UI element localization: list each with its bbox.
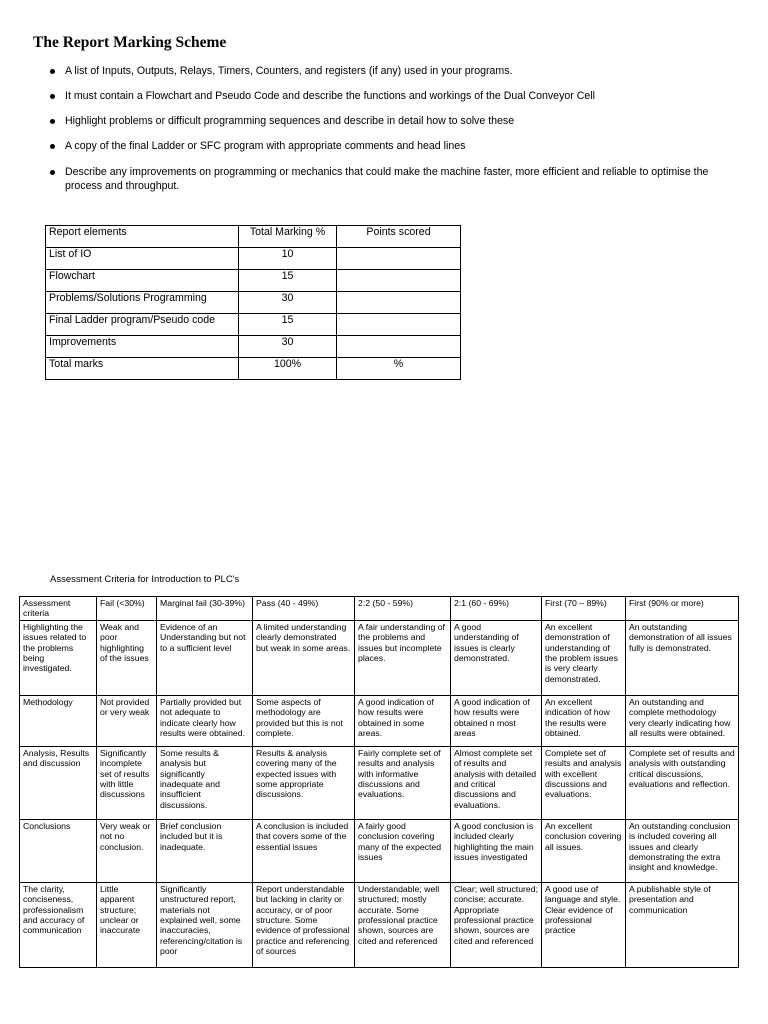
table-cell: Complete set of results and analysis with excellent discussions and evaluations.: [542, 746, 626, 819]
table-cell: A good use of language and style. Clear evidence of professional practice: [542, 882, 626, 967]
table-row: [46, 248, 461, 270]
table-cell: 15: [239, 270, 337, 292]
table-row: [20, 819, 739, 882]
table-cell: Weak and poor highlighting of the issues: [97, 620, 157, 695]
table-cell: A good indication of how results were obtained in some areas.: [355, 695, 451, 746]
table-cell: Not provided or very weak: [97, 695, 157, 746]
table-cell: Evidence of an Understanding but not to a sufficient level: [157, 620, 253, 695]
list-item: Highlight problems or difficult programming sequences and describe in detail how to solve these: [38, 114, 738, 128]
table-cell: Significantly unstructured report, materials not explained well, some inaccuracies, referencing/citation is poor: [157, 882, 253, 967]
table-cell: Complete set of results and analysis with outstanding critical discussions, evaluations and reflection.: [626, 746, 739, 819]
table-header-cell: 2:1 (60 - 69%): [451, 597, 542, 621]
table-header-cell: Fail (<30%): [97, 597, 157, 621]
table-cell: Clear; well structured; concise; accurate. Appropriate professional practice shown, sources are cited and referenced: [451, 882, 542, 967]
table-cell: Fairly complete set of results and analysis with informative discussions and evaluations.: [355, 746, 451, 819]
table-cell: An excellent indication of how the results were obtained.: [542, 695, 626, 746]
requirements-list: [38, 64, 738, 204]
page-title: The Report Marking Scheme: [33, 34, 227, 51]
table-cell: 10: [239, 248, 337, 270]
table-row: [46, 270, 461, 292]
table-cell: The clarity, conciseness, professionalism and accuracy of communication: [20, 882, 97, 967]
table-header-cell: First (70 – 89%): [542, 597, 626, 621]
table-cell: Methodology: [20, 695, 97, 746]
table-header-cell: First (90% or more): [626, 597, 739, 621]
table-cell: A publishable style of presentation and communication: [626, 882, 739, 967]
table-cell: 15: [239, 314, 337, 336]
table-cell: Significantly incomplete set of results with little discussions: [97, 746, 157, 819]
table-row: [20, 746, 739, 819]
table-row: [20, 695, 739, 746]
table-cell: Improvements: [46, 336, 239, 358]
table-row: [20, 620, 739, 695]
table-cell: Total marks: [46, 358, 239, 380]
criteria-caption: Assessment Criteria for Introduction to PLC's: [50, 574, 240, 585]
table-cell: A fair understanding of the problems and issues but incomplete places.: [355, 620, 451, 695]
list-item: It must contain a Flowchart and Pseudo Code and describe the functions and workings of the Dual Conveyor Cell: [38, 89, 738, 103]
table-cell: Results & analysis covering many of the expected issues with some appropriate discussions.: [253, 746, 355, 819]
table-cell: List of IO: [46, 248, 239, 270]
table-row: [20, 882, 739, 967]
table-cell: Partially provided but not adequate to indicate clearly how results were obtained.: [157, 695, 253, 746]
table-cell: A good conclusion is included clearly highlighting the main issues investigated: [451, 819, 542, 882]
table-cell: [337, 292, 461, 314]
table-cell: Problems/Solutions Programming: [46, 292, 239, 314]
table-cell: [337, 314, 461, 336]
list-item: Describe any improvements on programming or mechanics that could make the machine faster, more efficient and reliable to optimise the process and throughput.: [38, 165, 738, 193]
table-header-cell: Report elements: [46, 226, 239, 248]
table-header-cell: Marginal fail (30-39%): [157, 597, 253, 621]
table-row: [46, 292, 461, 314]
table-cell: A good indication of how results were obtained n most areas: [451, 695, 542, 746]
table-cell: Flowchart: [46, 270, 239, 292]
table-cell: An excellent conclusion covering all issues.: [542, 819, 626, 882]
table-cell: Conclusions: [20, 819, 97, 882]
table-header-row: [46, 226, 461, 248]
table-cell: A fairly good conclusion covering many of the expected issues: [355, 819, 451, 882]
table-cell: [337, 270, 461, 292]
table-cell: [337, 248, 461, 270]
criteria-table: [19, 596, 739, 968]
table-cell: Report understandable but lacking in clarity or accuracy, or of poor structure. Some evidence of professional practice and referencing of sources: [253, 882, 355, 967]
table-cell: Understandable; well structured; mostly accurate. Some professional practice shown, sources are cited and referenced: [355, 882, 451, 967]
table-cell: Final Ladder program/Pseudo code: [46, 314, 239, 336]
marking-table: [45, 225, 461, 380]
table-cell: A conclusion is included that covers some of the essential issues: [253, 819, 355, 882]
table-cell: Brief conclusion included but it is inadequate.: [157, 819, 253, 882]
table-cell: 100%: [239, 358, 337, 380]
table-header-cell: Pass (40 - 49%): [253, 597, 355, 621]
table-row: [46, 336, 461, 358]
table-cell: Little apparent structure; unclear or inaccurate: [97, 882, 157, 967]
table-cell: Highlighting the issues related to the problems being investigated.: [20, 620, 97, 695]
table-cell: 30: [239, 336, 337, 358]
table-cell: A limited understanding clearly demonstrated but weak in some areas.: [253, 620, 355, 695]
table-cell: Some aspects of methodology are provided but this is not complete.: [253, 695, 355, 746]
table-header-row: [20, 597, 739, 621]
table-cell: An outstanding demonstration of all issues fully is demonstrated.: [626, 620, 739, 695]
list-item: A list of Inputs, Outputs, Relays, Timers, Counters, and registers (if any) used in your programs.: [38, 64, 738, 78]
table-header-cell: Assessment criteria: [20, 597, 97, 621]
table-cell: Very weak or not no conclusion.: [97, 819, 157, 882]
table-cell: A good understanding of issues is clearly demonstrated.: [451, 620, 542, 695]
table-cell: Some results & analysis but significantly inadequate and insufficient discussions.: [157, 746, 253, 819]
table-cell: Analysis, Results and discussion: [20, 746, 97, 819]
table-row: [46, 314, 461, 336]
table-header-cell: Total Marking %: [239, 226, 337, 248]
table-cell: An outstanding and complete methodology very clearly indicating how all results were obtained.: [626, 695, 739, 746]
table-cell: 30: [239, 292, 337, 314]
table-header-cell: 2:2 (50 - 59%): [355, 597, 451, 621]
table-header-cell: Points scored: [337, 226, 461, 248]
table-cell: An excellent demonstration of understanding of the problem issues is very clearly demonstrated.: [542, 620, 626, 695]
list-item: A copy of the final Ladder or SFC program with appropriate comments and head lines: [38, 139, 738, 153]
table-cell: [337, 336, 461, 358]
table-row: [46, 358, 461, 380]
table-cell: %: [337, 358, 461, 380]
table-cell: An outstanding conclusion is included covering all issues and clearly demonstrating the extra insight and knowledge.: [626, 819, 739, 882]
table-cell: Almost complete set of results and analysis with detailed and critical discussions and evaluations.: [451, 746, 542, 819]
